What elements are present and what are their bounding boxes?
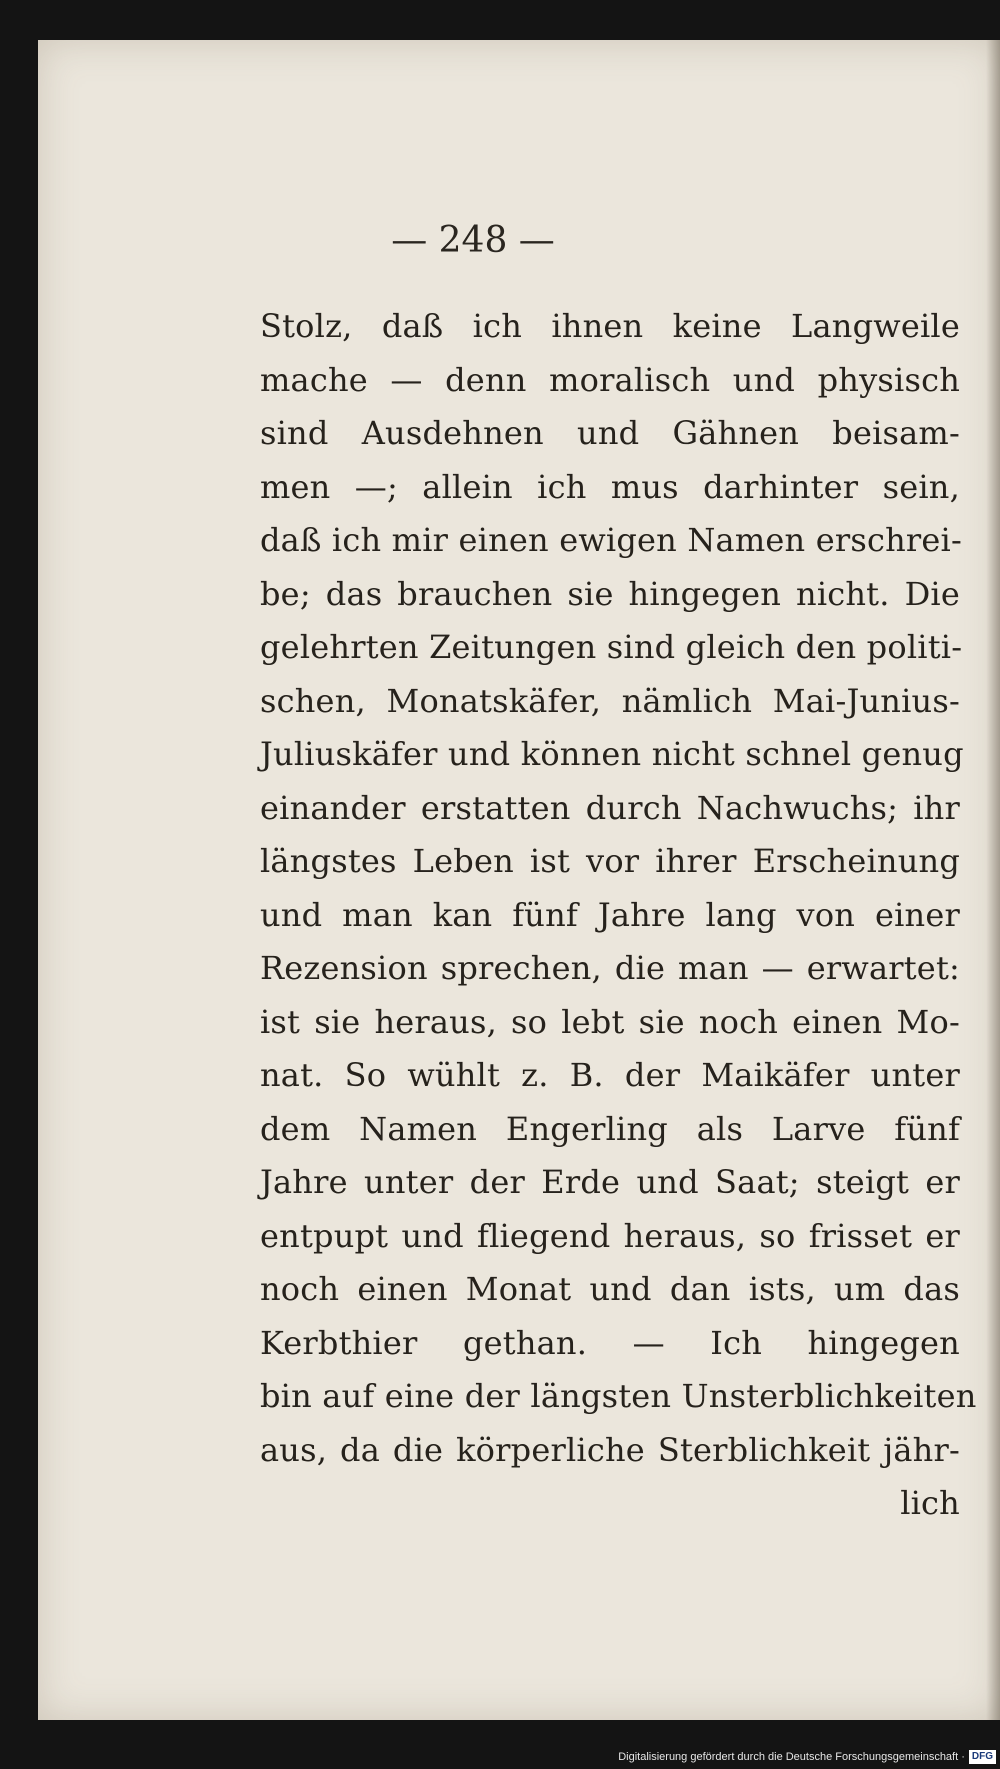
text-line: nat. So wühlt z. B. der Maikäfer unter (260, 1056, 960, 1094)
dfg-logo: DFG (969, 1750, 996, 1764)
text-line: Jahre unter der Erde und Saat; steigt er (260, 1163, 960, 1201)
page-number: — 248 — (391, 220, 555, 261)
text-line: ist sie heraus, so lebt sie noch einen Mo- (260, 1002, 960, 1041)
text-line: entpupt und fliegend heraus, so frisset er (260, 1216, 960, 1255)
text-line: Stolz, daß ich ihnen keine Langweile (260, 307, 960, 345)
text-line: noch einen Monat und dan ists, um das (260, 1270, 960, 1308)
book-page (38, 40, 1000, 1720)
text-line: Juliuskäfer und können nicht schnel genug (260, 735, 964, 773)
catchword-line: lich (900, 1484, 960, 1522)
text-line: daß ich mir einen ewigen Namen erschrei- (260, 521, 962, 559)
text-line: mache — denn moralisch und physisch (260, 360, 960, 399)
text-line: bin auf eine der längsten Unsterblichkeiten (260, 1377, 977, 1415)
text-line: Rezension sprechen, die man — erwartet: (260, 949, 960, 987)
text-line: Kerbthier gethan. — Ich hingegen (260, 1323, 960, 1362)
text-line: und man kan fünf Jahre lang von einer (260, 895, 960, 934)
text-line: schen, Monatskäfer, nämlich Mai-Junius- (260, 681, 960, 720)
text-line: längstes Leben ist vor ihrer Erscheinung (260, 842, 960, 880)
text-line: aus, da die körperliche Sterblichkeit jähr- (260, 1430, 960, 1469)
text-line: be; das brauchen sie hingegen nicht. Die (260, 574, 960, 613)
text-line: dem Namen Engerling als Larve fünf (260, 1109, 960, 1148)
text-line: men —; allein ich mus darhinter sein, (260, 467, 960, 506)
text-line: sind Ausdehnen und Gähnen beisam- (260, 414, 960, 452)
body-text (260, 300, 977, 1531)
text-line: einander erstatten durch Nachwuchs; ihr (260, 788, 960, 827)
digitization-credit (618, 1745, 1000, 1769)
text-line: gelehrten Zeitungen sind gleich den politi- (260, 628, 963, 666)
credit-text: Digitalisierung gefördert durch die Deutsche Forschungsgemeinschaft · (618, 1751, 965, 1763)
